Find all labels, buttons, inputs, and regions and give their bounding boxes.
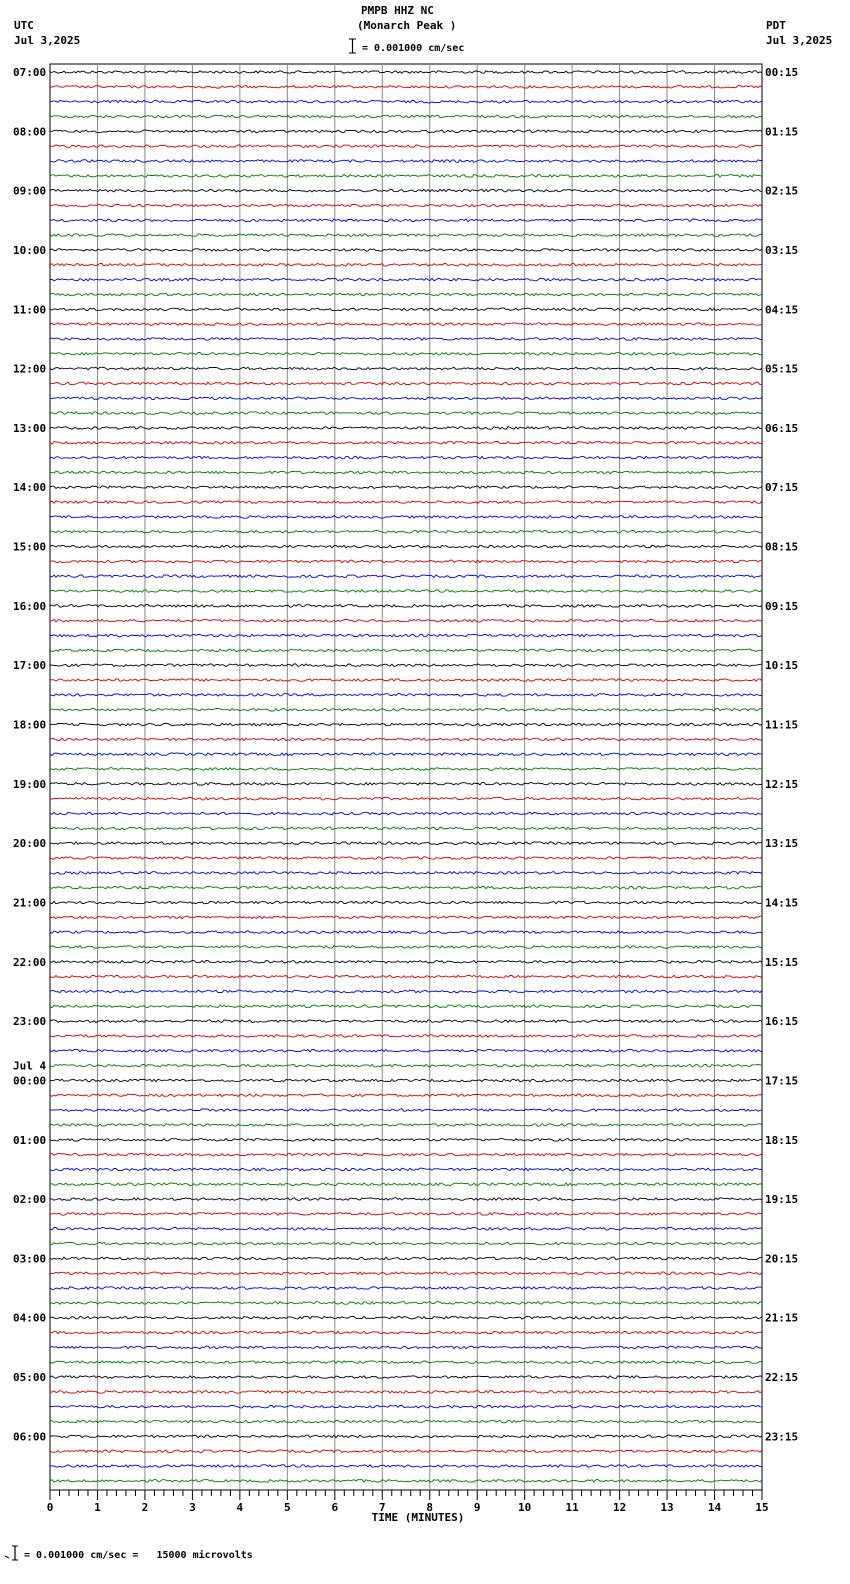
utc-hour-label: 02:00: [13, 1193, 47, 1207]
x-tick-label: 8: [426, 1501, 434, 1514]
x-tick-label: 13: [660, 1501, 674, 1514]
seismic-trace: [50, 708, 762, 711]
seismic-trace: [50, 427, 762, 430]
station-title: PMPB HHZ NC: [361, 4, 434, 17]
seismic-trace: [50, 812, 762, 815]
utc-hour-label: 14:00: [13, 481, 47, 495]
pdt-hour-label: 08:15: [765, 540, 799, 554]
x-tick-label: 2: [141, 1501, 149, 1514]
x-tick-label: 11: [565, 1501, 579, 1514]
seismic-trace: [50, 501, 762, 504]
x-tick-label: 10: [518, 1501, 532, 1514]
x-tick-label: 14: [707, 1501, 722, 1514]
pdt-hour-label: 19:15: [765, 1193, 799, 1207]
seismic-trace: [50, 575, 762, 578]
seismic-trace: [50, 961, 762, 964]
pdt-hour-label: 17:15: [765, 1074, 799, 1088]
pdt-hour-label: 10:15: [765, 659, 799, 673]
seismic-trace: [50, 1450, 762, 1453]
seismic-trace: [50, 1035, 762, 1038]
seismic-trace: [50, 1064, 762, 1067]
seismic-trace: [50, 100, 762, 103]
seismic-trace: [50, 664, 762, 667]
seismic-trace: [50, 857, 762, 860]
seismic-trace: [50, 1005, 762, 1008]
seismic-trace: [50, 175, 762, 178]
utc-hour-label: 00:00: [13, 1074, 47, 1088]
seismic-trace: [50, 397, 762, 400]
seismic-trace: [50, 264, 762, 267]
seismic-trace: [50, 1376, 762, 1379]
seismic-trace: [50, 145, 762, 148]
pdt-hour-label: 09:15: [765, 599, 799, 613]
pdt-hour-label: 01:15: [765, 125, 799, 139]
seismic-trace: [50, 1405, 762, 1408]
seismic-trace: [50, 1420, 762, 1423]
seismic-trace: [50, 545, 762, 548]
seismic-trace: [50, 1213, 762, 1216]
seismic-trace: [50, 916, 762, 919]
utc-hour-label: 01:00: [13, 1133, 47, 1147]
seismic-trace: [50, 975, 762, 978]
seismic-trace: [50, 442, 762, 445]
seismic-trace: [50, 753, 762, 756]
pdt-hour-label: 13:15: [765, 837, 799, 851]
seismic-trace: [50, 1198, 762, 1201]
utc-hour-label: 21:00: [13, 896, 47, 910]
utc-hour-label: 08:00: [13, 125, 47, 139]
pdt-hour-label: 00:15: [765, 66, 799, 79]
seismic-trace: [50, 1139, 762, 1142]
x-tick-label: 7: [378, 1501, 386, 1514]
seismic-trace: [50, 353, 762, 356]
seismic-trace: [50, 931, 762, 934]
seismic-trace: [50, 1079, 762, 1082]
left-date: Jul 3,2025: [14, 34, 81, 47]
seismic-trace: [50, 1020, 762, 1023]
seismic-trace: [50, 827, 762, 830]
utc-hour-label: 09:00: [13, 184, 47, 198]
seismic-trace: [50, 71, 762, 74]
seismic-trace: [50, 1480, 762, 1483]
pdt-hour-label: 11:15: [765, 718, 799, 732]
site-name: (Monarch Peak ): [357, 19, 457, 32]
seismic-trace: [50, 872, 762, 875]
seismic-trace: [50, 990, 762, 993]
x-tick-label: 9: [473, 1501, 481, 1514]
seismic-trace: [50, 679, 762, 682]
pdt-hour-label: 12:15: [765, 777, 799, 791]
pdt-hour-label: 21:15: [765, 1311, 799, 1325]
seismic-trace: [50, 412, 762, 415]
seismic-trace: [50, 1228, 762, 1231]
seismic-trace: [50, 516, 762, 519]
utc-hour-label: 23:00: [13, 1015, 47, 1029]
x-tick-label: 1: [94, 1501, 101, 1514]
seismic-trace: [50, 367, 762, 370]
seismic-trace: [50, 723, 762, 726]
seismic-trace: [50, 86, 762, 89]
seismic-trace: [50, 471, 762, 474]
pdt-hour-label: 06:15: [765, 421, 799, 435]
pdt-hour-label: 05:15: [765, 362, 799, 376]
seismic-trace: [50, 160, 762, 163]
seismic-trace: [50, 946, 762, 949]
seismic-trace: [50, 605, 762, 608]
seismic-trace: [50, 234, 762, 237]
pdt-hour-label: 07:15: [765, 481, 799, 495]
seismic-trace: [50, 531, 762, 534]
x-tick-label: 12: [612, 1501, 627, 1514]
seismic-trace: [50, 1465, 762, 1468]
seismic-trace: [50, 797, 762, 800]
pdt-hour-label: 20:15: [765, 1252, 799, 1266]
seismic-trace: [50, 338, 762, 341]
seismic-trace: [50, 1124, 762, 1127]
seismic-trace: [50, 649, 762, 652]
seismic-trace: [50, 886, 762, 889]
seismic-trace: [50, 1435, 762, 1438]
seismic-trace: [50, 1242, 762, 1245]
utc-hour-label: 05:00: [13, 1371, 47, 1385]
utc-hour-label: 17:00: [13, 659, 47, 673]
scale-text: = 0.001000 cm/sec: [362, 43, 465, 54]
seismic-trace: [50, 293, 762, 296]
calibration-marker-icon: [4, 1545, 20, 1561]
pdt-hour-label: 14:15: [765, 896, 799, 910]
seismic-trace: [50, 189, 762, 192]
pdt-hour-label: 04:15: [765, 303, 799, 317]
pdt-hour-label: 03:15: [765, 243, 799, 257]
seismic-trace: [50, 1346, 762, 1349]
utc-hour-label: 18:00: [13, 718, 47, 732]
seismic-trace: [50, 1257, 762, 1260]
seismic-trace: [50, 1316, 762, 1319]
pdt-hour-label: 02:15: [765, 184, 799, 198]
utc-hour-label: 13:00: [13, 421, 47, 435]
plot-frame: [50, 64, 762, 1490]
seismic-trace: [50, 323, 762, 326]
seismic-trace: [50, 1361, 762, 1364]
seismic-trace: [50, 768, 762, 771]
calibration-text: = 0.001000 cm/sec = 15000 microvolts: [24, 1550, 253, 1561]
seismic-trace: [50, 308, 762, 311]
seismic-trace: [50, 1287, 762, 1290]
right-timezone: PDT: [766, 19, 786, 32]
seismic-trace: [50, 1183, 762, 1186]
x-tick-label: 3: [189, 1501, 196, 1514]
seismic-trace: [50, 130, 762, 133]
seismic-trace: [50, 694, 762, 697]
seismic-trace: [50, 456, 762, 459]
seismic-trace: [50, 901, 762, 904]
seismic-trace: [50, 249, 762, 252]
seismic-trace: [50, 1272, 762, 1275]
pdt-hour-label: 23:15: [765, 1430, 799, 1444]
utc-hour-label: 19:00: [13, 777, 47, 791]
date-change-label: Jul 4: [13, 1059, 47, 1073]
pdt-hour-label: 16:15: [765, 1015, 799, 1029]
seismic-trace: [50, 278, 762, 281]
utc-hour-label: 22:00: [13, 955, 47, 969]
seismic-trace: [50, 619, 762, 622]
utc-hour-label: 03:00: [13, 1252, 47, 1266]
pdt-hour-label: 18:15: [765, 1133, 799, 1147]
utc-hour-label: 07:00: [13, 66, 47, 79]
seismic-trace: [50, 842, 762, 845]
utc-hour-label: 04:00: [13, 1311, 47, 1325]
seismic-trace: [50, 634, 762, 637]
x-tick-label: 4: [236, 1501, 244, 1514]
utc-hour-label: 10:00: [13, 243, 47, 257]
seismic-trace: [50, 1153, 762, 1156]
seismic-trace: [50, 738, 762, 741]
utc-hour-label: 11:00: [13, 303, 47, 317]
left-timezone: UTC: [14, 19, 34, 32]
seismic-trace: [50, 219, 762, 222]
utc-hour-label: 12:00: [13, 362, 47, 376]
seismic-trace: [50, 783, 762, 786]
seismic-trace: [50, 382, 762, 385]
seismic-trace: [50, 1331, 762, 1334]
seismic-trace: [50, 590, 762, 593]
pdt-hour-label: 22:15: [765, 1371, 799, 1385]
seismic-trace: [50, 1109, 762, 1112]
utc-hour-label: 20:00: [13, 837, 47, 851]
utc-hour-label: 16:00: [13, 599, 47, 613]
seismic-trace: [50, 1168, 762, 1171]
seismic-trace: [50, 1050, 762, 1053]
seismic-trace: [50, 1391, 762, 1394]
seismic-trace: [50, 1094, 762, 1097]
utc-hour-label: 15:00: [13, 540, 47, 554]
x-axis-label: TIME (MINUTES): [371, 1511, 465, 1524]
x-tick-label: 15: [755, 1501, 769, 1514]
seismic-trace: [50, 115, 762, 118]
x-tick-label: 0: [46, 1501, 54, 1514]
right-date: Jul 3,2025: [766, 34, 833, 47]
x-tick-label: 6: [331, 1501, 339, 1514]
utc-hour-label: 06:00: [13, 1430, 47, 1444]
seismic-trace: [50, 486, 762, 489]
seismic-trace: [50, 204, 762, 207]
x-tick-label: 5: [284, 1501, 291, 1514]
seismic-trace: [50, 1302, 762, 1305]
seismic-trace: [50, 560, 762, 563]
pdt-hour-label: 15:15: [765, 955, 799, 969]
